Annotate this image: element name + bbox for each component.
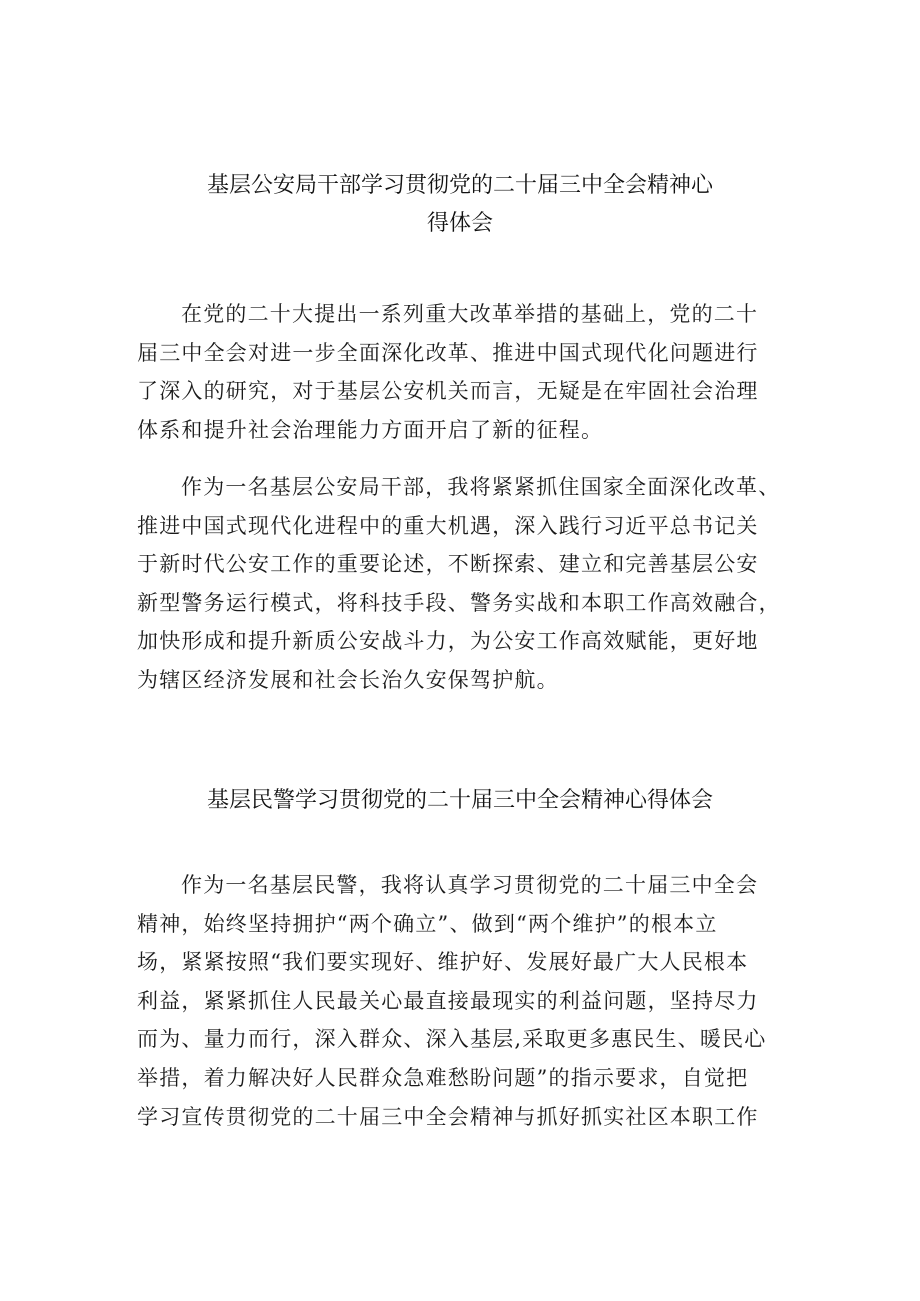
paragraph-3-line: 利益，紧紧抓住人民最关心最直接最现实的利益问题，坚持尽力 (137, 988, 759, 1013)
paragraph-2-line: 推进中国式现代化进程中的重大机遇，深入践行习近平总书记关 (137, 513, 759, 538)
paragraph-3-line: 作为一名基层民警，我将认真学习贯彻党的二十届三中全会 (181, 873, 759, 897)
paragraph-1-line: 体系和提升社会治理能力方面开启了新的征程。 (137, 417, 604, 442)
paragraph-3-line: 场，紧紧按照“我们要实现好、维护好、发展好最广大人民根本 (137, 950, 749, 975)
paragraph-2-line: 新型警务运行模式，将科技手段、警务实战和本职工作高效融合， (137, 590, 781, 615)
paragraph-2-line: 为辖区经济发展和社会长治久安保驾护航。 (137, 667, 559, 692)
paragraph-3-line: 举措，着力解决好人民群众急难愁盼问题”的指示要求，自觉把 (137, 1065, 749, 1090)
paragraph-3-line: 而为、量力而行，深入群众、深入基层,采取更多惠民生、暖民心 (137, 1027, 767, 1052)
paragraph-2-line: 加快形成和提升新质公安战斗力，为公安工作高效赋能，更好地 (137, 629, 759, 654)
paragraph-1-line: 了深入的研究，对于基层公安机关而言，无疑是在牢固社会治理 (137, 379, 759, 404)
paragraph-3-line: 精神，始终坚持拥护“两个确立”、做到“两个维护”的根本立 (137, 911, 718, 936)
document-title-1 (100, 167, 820, 243)
title-1-line-2: 得体会 (426, 211, 493, 236)
paragraph-1-line: 在党的二十大提出一系列重大改革举措的基础上，党的二十 (181, 302, 759, 326)
paragraph-1-line: 届三中全会对进一步全面深化改革、推进中国式现代化问题进行 (137, 340, 759, 365)
paragraph-2 (137, 468, 797, 700)
paragraph-3-line: 学习宣传贯彻党的二十届三中全会精神与抓好抓实社区本职工作 (137, 1104, 759, 1129)
paragraph-3 (137, 866, 797, 1136)
title-2-text: 基层民警学习贯彻党的二十届三中全会精神心得体会 (206, 788, 713, 813)
title-1-line-1: 基层公安局干部学习贯彻党的二十届三中全会精神心 (206, 173, 713, 198)
document-title-2 (100, 782, 820, 820)
paragraph-2-line: 于新时代公安工作的重要论述，不断探索、建立和完善基层公安 (137, 552, 759, 577)
paragraph-2-line: 作为一名基层公安局干部，我将紧紧抓住国家全面深化改革、 (181, 475, 781, 499)
paragraph-1 (137, 295, 797, 449)
